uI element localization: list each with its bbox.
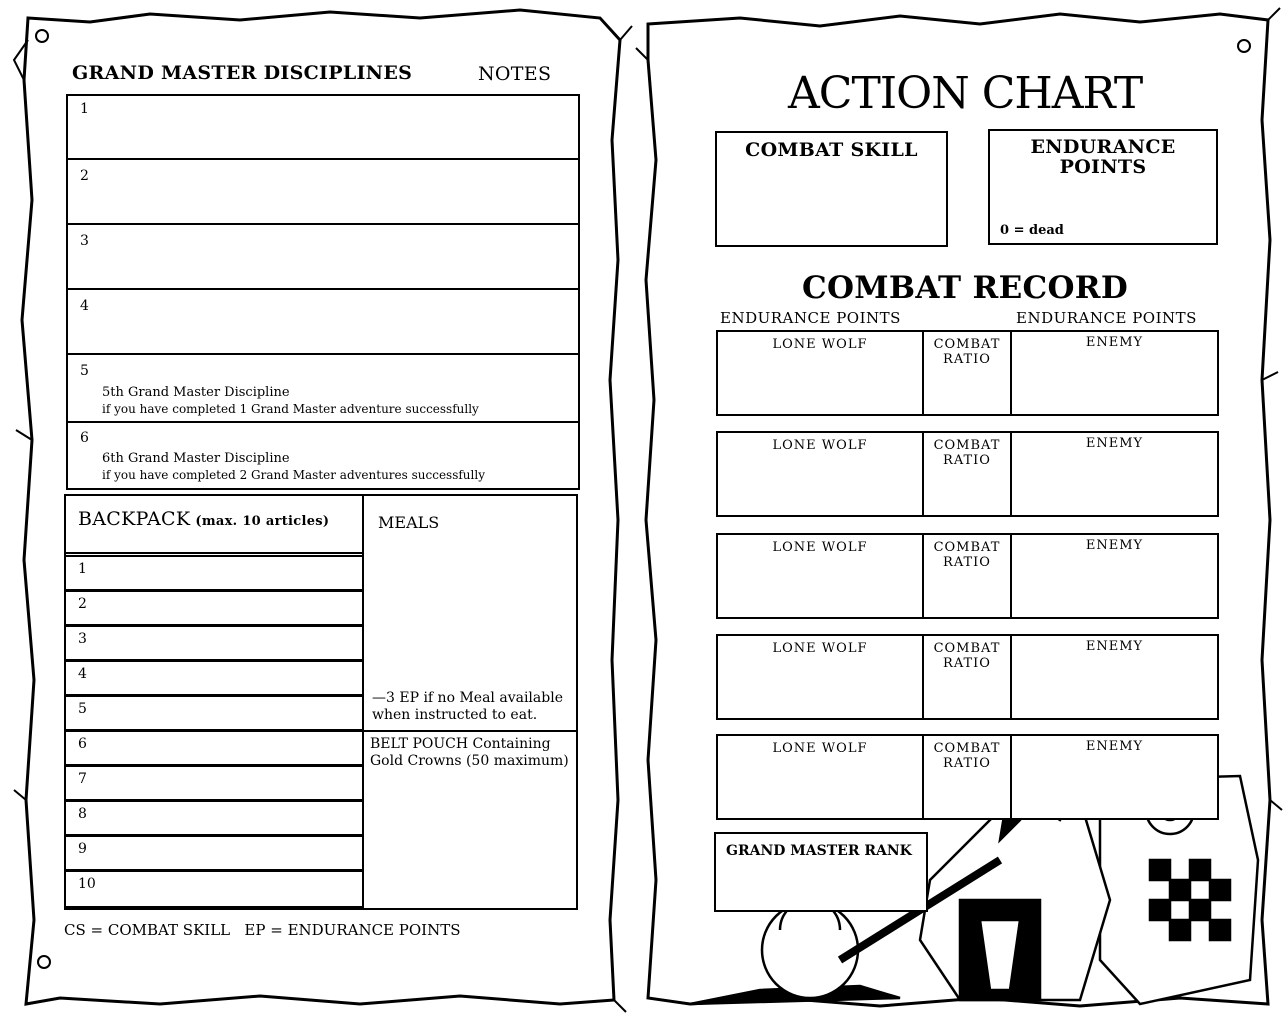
enemy-label: ENEMY bbox=[1085, 436, 1144, 451]
backpack-item-number: 7 bbox=[78, 771, 87, 787]
enemy-label: ENEMY bbox=[1085, 538, 1144, 553]
combat-ratio-label-2: RATIO bbox=[943, 555, 991, 570]
discipline-number: 5 bbox=[80, 363, 89, 379]
discipline-row-1[interactable] bbox=[66, 94, 580, 160]
combat-ratio-label-1: COMBAT bbox=[933, 438, 1001, 453]
combat-ratio-label-2: RATIO bbox=[943, 756, 991, 771]
backpack-item-number: 6 bbox=[78, 736, 87, 752]
ep-right-header: ENDURANCE POINTS bbox=[1016, 309, 1197, 327]
discipline-number: 4 bbox=[80, 298, 89, 314]
combat-record-row bbox=[716, 533, 1219, 619]
discipline-caption: 5th Grand Master Discipline bbox=[102, 385, 290, 400]
discipline-number: 2 bbox=[80, 168, 89, 184]
enemy-label: ENEMY bbox=[1085, 739, 1144, 754]
inventory-divider bbox=[362, 494, 364, 910]
combat-record-title: COMBAT RECORD bbox=[802, 270, 1129, 306]
ep-left-header: ENDURANCE POINTS bbox=[720, 309, 901, 327]
discipline-row-4[interactable] bbox=[66, 288, 580, 355]
endurance-note: 0 = dead bbox=[1000, 223, 1064, 238]
lone-wolf-ep-cell[interactable] bbox=[718, 736, 922, 818]
discipline-condition: if you have completed 1 Grand Master adventure successfully bbox=[102, 402, 479, 416]
backpack-heading bbox=[78, 508, 329, 530]
lone-wolf-label: LONE WOLF bbox=[772, 641, 868, 656]
discipline-condition: if you have completed 2 Grand Master adventures successfully bbox=[102, 468, 485, 482]
combat-record-row bbox=[716, 330, 1219, 416]
backpack-item-number: 2 bbox=[78, 596, 87, 612]
lone-wolf-label: LONE WOLF bbox=[772, 540, 868, 555]
backpack-item-row[interactable] bbox=[66, 590, 362, 626]
abbreviation-footer: CS = COMBAT SKILL EP = ENDURANCE POINTS bbox=[64, 921, 461, 939]
enemy-label: ENEMY bbox=[1085, 639, 1144, 654]
combat-ratio-label-2: RATIO bbox=[943, 352, 991, 367]
combat-ratio-cell[interactable] bbox=[924, 535, 1010, 617]
discipline-row-3[interactable] bbox=[66, 223, 580, 290]
lone-wolf-ep-cell[interactable] bbox=[718, 433, 922, 515]
discipline-number: 1 bbox=[80, 101, 89, 117]
backpack-item-row[interactable] bbox=[66, 625, 362, 661]
backpack-item-number: 4 bbox=[78, 666, 87, 682]
discipline-row-2[interactable] bbox=[66, 158, 580, 225]
discipline-number: 3 bbox=[80, 233, 89, 249]
lone-wolf-label: LONE WOLF bbox=[772, 741, 868, 756]
disciplines-title: GRAND MASTER DISCIPLINES bbox=[72, 62, 413, 84]
combat-ratio-label-2: RATIO bbox=[943, 656, 991, 671]
discipline-row-6[interactable] bbox=[66, 421, 580, 490]
enemy-ep-cell[interactable] bbox=[1012, 535, 1217, 617]
backpack-header-rule bbox=[64, 552, 364, 554]
combat-ratio-cell[interactable] bbox=[924, 433, 1010, 515]
backpack-item-row[interactable] bbox=[66, 870, 362, 908]
backpack-item-row[interactable] bbox=[66, 695, 362, 731]
combat-ratio-cell[interactable] bbox=[924, 636, 1010, 718]
discipline-row-5[interactable] bbox=[66, 353, 580, 423]
backpack-note: (max. 10 articles) bbox=[195, 514, 330, 529]
backpack-item-number: 8 bbox=[78, 806, 87, 822]
enemy-ep-cell[interactable] bbox=[1012, 433, 1217, 515]
backpack-item-row[interactable] bbox=[66, 555, 362, 591]
endurance-label-line2: POINTS bbox=[1059, 156, 1147, 178]
meals-title: MEALS bbox=[378, 513, 440, 532]
lone-wolf-ep-cell[interactable] bbox=[718, 332, 922, 414]
enemy-label: ENEMY bbox=[1085, 335, 1144, 350]
backpack-item-number: 3 bbox=[78, 631, 87, 647]
backpack-item-number: 9 bbox=[78, 841, 87, 857]
meals-pouch-divider bbox=[362, 730, 578, 732]
action-chart-title: ACTION CHART bbox=[788, 68, 1143, 119]
combat-ratio-cell[interactable] bbox=[924, 736, 1010, 818]
lone-wolf-label: LONE WOLF bbox=[772, 337, 868, 352]
lone-wolf-label: LONE WOLF bbox=[772, 438, 868, 453]
combat-record-row bbox=[716, 634, 1219, 720]
backpack-item-row[interactable] bbox=[66, 800, 362, 836]
backpack-item-number: 1 bbox=[78, 561, 87, 577]
endurance-label-line1: ENDURANCE bbox=[1030, 136, 1176, 158]
grand-master-rank-box[interactable] bbox=[714, 832, 928, 912]
combat-ratio-label-1: COMBAT bbox=[933, 540, 1001, 555]
rank-label: GRAND MASTER RANK bbox=[726, 843, 912, 859]
endurance-label bbox=[990, 137, 1216, 177]
combat-ratio-label-1: COMBAT bbox=[933, 337, 1001, 352]
backpack-item-row[interactable] bbox=[66, 765, 362, 801]
combat-ratio-label-2: RATIO bbox=[943, 453, 991, 468]
enemy-ep-cell[interactable] bbox=[1012, 332, 1217, 414]
backpack-item-row[interactable] bbox=[66, 730, 362, 766]
discipline-caption: 6th Grand Master Discipline bbox=[102, 451, 290, 466]
notes-title: NOTES bbox=[478, 63, 552, 85]
backpack-item-number: 10 bbox=[78, 876, 96, 892]
combat-skill-box[interactable] bbox=[715, 131, 948, 247]
backpack-title: BACKPACK bbox=[78, 508, 191, 530]
enemy-ep-cell[interactable] bbox=[1012, 736, 1217, 818]
enemy-ep-cell[interactable] bbox=[1012, 636, 1217, 718]
endurance-points-box[interactable] bbox=[988, 129, 1218, 245]
lone-wolf-ep-cell[interactable] bbox=[718, 636, 922, 718]
combat-record-row bbox=[716, 431, 1219, 517]
combat-record-row bbox=[716, 734, 1219, 820]
belt-pouch-label[interactable]: BELT POUCH Containing Gold Crowns (50 maximum) bbox=[370, 736, 569, 769]
combat-skill-label: COMBAT SKILL bbox=[745, 139, 918, 161]
combat-ratio-cell[interactable] bbox=[924, 332, 1010, 414]
discipline-number: 6 bbox=[80, 430, 89, 446]
backpack-item-row[interactable] bbox=[66, 660, 362, 696]
backpack-item-row[interactable] bbox=[66, 835, 362, 871]
meals-note: —3 EP if no Meal available when instructed to eat. bbox=[372, 690, 563, 723]
combat-ratio-label-1: COMBAT bbox=[933, 641, 1001, 656]
backpack-item-number: 5 bbox=[78, 701, 87, 717]
combat-ratio-label-1: COMBAT bbox=[933, 741, 1001, 756]
lone-wolf-ep-cell[interactable] bbox=[718, 535, 922, 617]
